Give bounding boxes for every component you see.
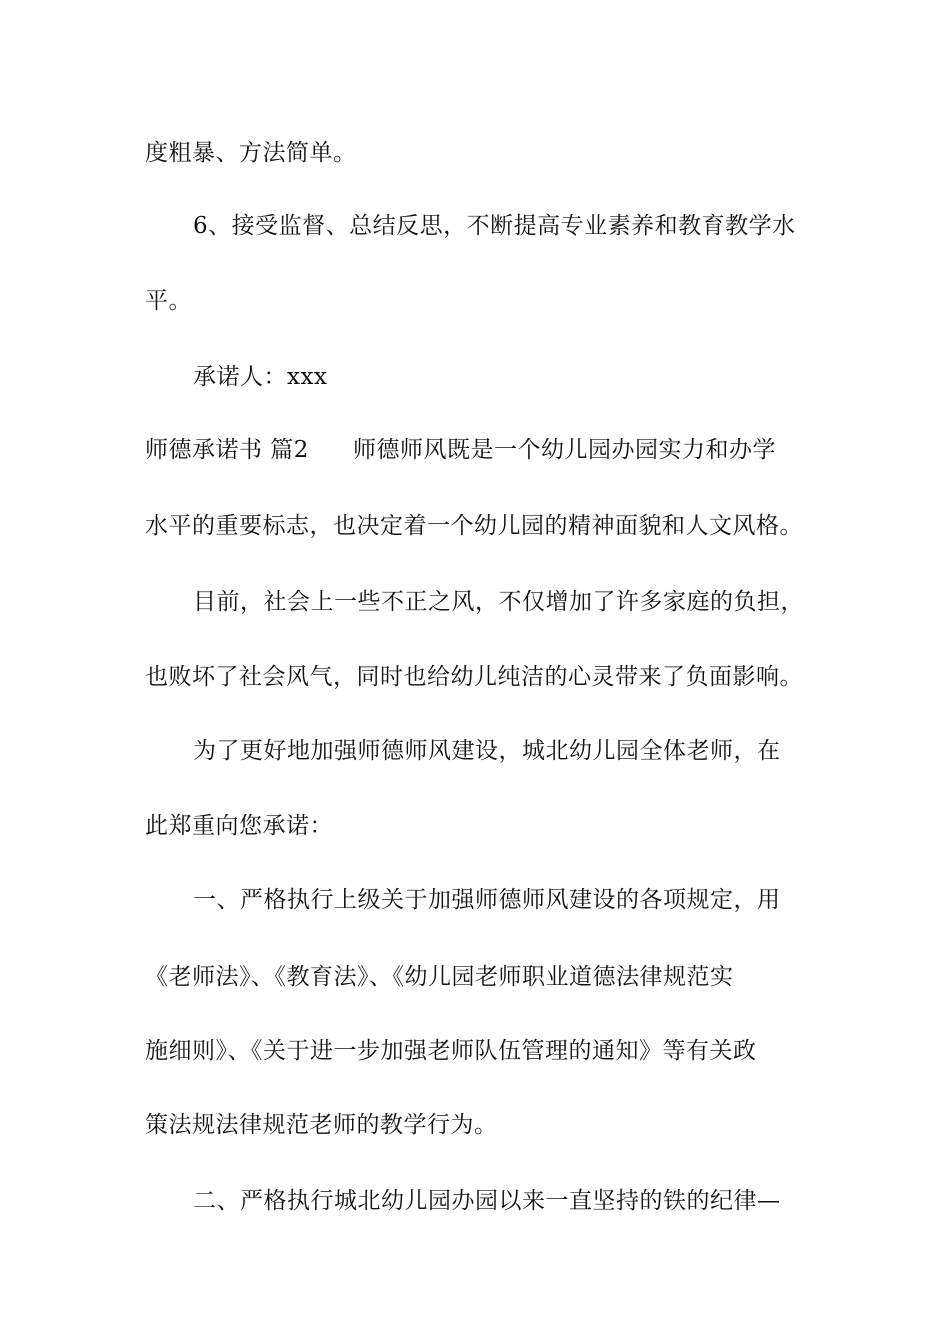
paragraph-line: 二、严格执行城北幼儿园办园以来一直坚持的铁的纪律— <box>193 1188 781 1214</box>
paragraph-line: 为了更好地加强师德师风建设，城北幼儿园全体老师，在 <box>193 738 781 764</box>
paragraph-line: 此郑重向您承诺： <box>145 813 333 839</box>
paragraph-line: 一、严格执行上级关于加强师德师风建设的各项规定，用 <box>193 887 781 913</box>
paragraph-line: 策法规法律规范老师的教学行为。 <box>145 1112 498 1138</box>
signatory-line: 承诺人：xxx <box>193 364 328 390</box>
paragraph-line: 《老师法》、《教育法》、《幼儿园老师职业道德法律规范实 <box>145 964 734 990</box>
paragraph-line: 施细则》、《关于进一步加强老师队伍管理的通知》等有关政 <box>145 1038 757 1064</box>
paragraph-line: 度粗暴、方法简单。 <box>145 140 357 166</box>
paragraph-line: 平。 <box>145 288 192 314</box>
paragraph-line: 6、接受监督、总结反思，不断提高专业素养和教育教学水 <box>193 213 796 239</box>
paragraph-line: 也败坏了社会风气，同时也给幼儿纯洁的心灵带来了负面影响。 <box>145 664 803 690</box>
section-heading-line <box>145 434 776 466</box>
paragraph-line: 水平的重要标志，也决定着一个幼儿园的精神面貌和人文风格。 <box>145 513 803 539</box>
paragraph-text: 师德师风既是一个幼儿园办园实力和办学 <box>352 437 776 463</box>
paragraph-line: 目前，社会上一些不正之风，不仅增加了许多家庭的负担， <box>193 589 804 615</box>
section-heading: 师德承诺书 篇2 <box>145 437 309 463</box>
